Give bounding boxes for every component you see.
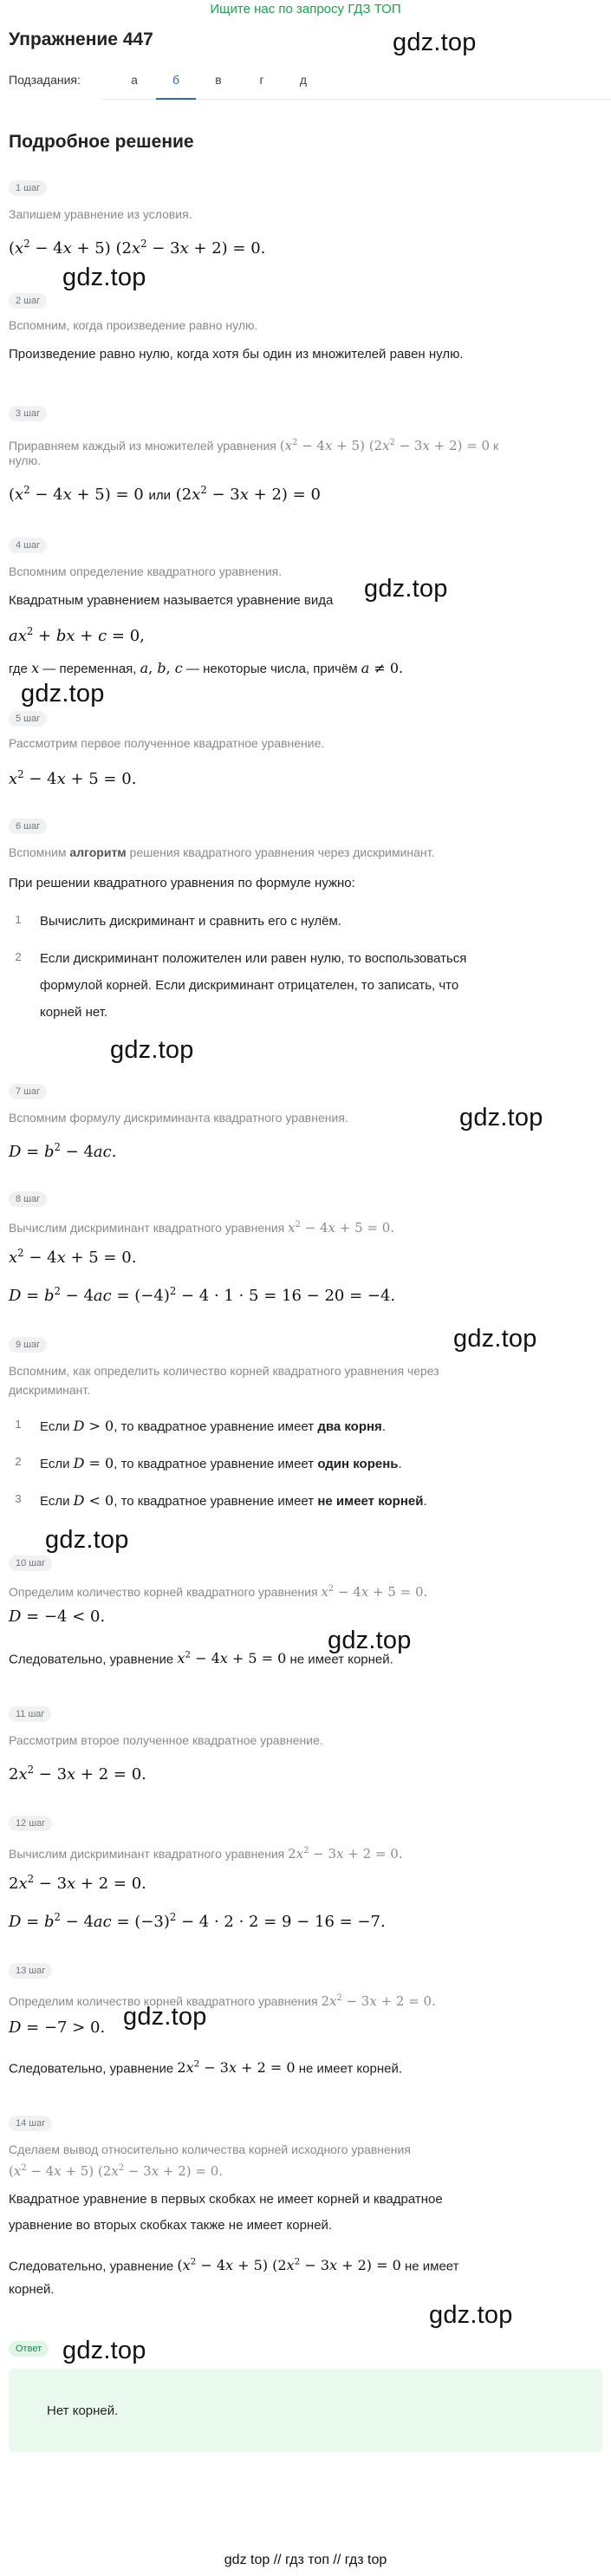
step-hint <box>9 843 434 862</box>
list-number: 3 <box>15 1492 22 1505</box>
inline-equation: $(x^2 - 4x + 5) (2x^2 - 3x + 2) = 0$. <box>9 2163 224 2179</box>
hint-text: Вычислим дискриминант квадратного уравнения <box>9 1221 285 1235</box>
step-hint <box>9 1578 427 1603</box>
page-title: Упражнение 447 <box>9 29 153 49</box>
list-number: 2 <box>15 950 22 963</box>
step-hint: Сделаем вывод относительно количества корней исходного уравнения <box>9 2142 411 2156</box>
inline-equation: $(x^2 - 4x + 5) (2x^2 - 3x + 2) = 0$ <box>279 438 491 453</box>
equation: $(x^2 - 4x + 5) = 0$ или $(2x^2 - 3x + 2) = 0$ <box>9 484 321 504</box>
then-text: , то квадратное уравнение имеет <box>114 1419 315 1434</box>
step-badge: 5 шаг <box>9 711 47 727</box>
equation: $D = b^2 - 4ac = (-3)^2 - 4 \cdot 2 \cdot 2 = 9 - 16 = -7$. <box>9 1911 386 1931</box>
step-hint <box>9 1840 403 1865</box>
watermark: gdz.top <box>62 2337 146 2364</box>
final-conclusion <box>9 2251 459 2277</box>
list-number: 1 <box>15 1418 22 1431</box>
hint-text: Приравняем каждый из множителей уравнения <box>9 439 276 453</box>
tab-g[interactable]: г <box>259 73 264 87</box>
conclusion-text: не имеет корней. <box>298 2061 402 2077</box>
watermark: gdz.top <box>453 1325 537 1353</box>
step-badge: 4 шаг <box>9 538 47 553</box>
step-badge: 1 шаг <box>9 180 47 196</box>
watermark: gdz.top <box>364 575 448 603</box>
step-badge: 9 шаг <box>9 1337 47 1353</box>
tab-d[interactable]: д <box>299 73 308 87</box>
hint-text: Вспомним <box>9 845 67 859</box>
a-nonzero: a ≠ 0. <box>361 660 404 676</box>
equation: $(x^2 - 4x + 5) (2x^2 - 3x + 2) = 0$. <box>9 238 266 258</box>
footer-watermark: gdz top // гдз топ // гдз top <box>224 2553 387 2567</box>
step-badge: 13 шаг <box>9 1963 52 1979</box>
step-hint: Вспомним определение квадратного уравнения. <box>9 564 283 578</box>
step-hint: Рассмотрим второе полученное квадратное уравнение. <box>9 1733 323 1747</box>
top-banner[interactable]: Ищите нас по запросу ГДЗ ТОП <box>210 2 401 16</box>
conclusion-text: Следовательно, уравнение <box>9 2259 174 2274</box>
step-hint: Рассмотрим первое полученное квадратное уравнение. <box>9 736 325 750</box>
equation: $D = b^2 - 4ac$. <box>9 1141 117 1161</box>
list-number: 2 <box>15 1455 22 1468</box>
list-item: Если D = 0, то квадратное уравнение имеет один корень. <box>40 1455 402 1471</box>
if-word: Если <box>40 1457 70 1471</box>
equation: $2x^2 - 3x + 2 = 0$. <box>9 1873 146 1893</box>
inline-equation: $x^2 - 4x + 5 = 0$ <box>177 1650 287 1667</box>
inline-equation: $x^2 - 4x + 5 = 0$. <box>288 1220 395 1236</box>
conclusion-text: Следовательно, уравнение <box>9 2061 174 2077</box>
watermark: gdz.top <box>123 2003 207 2031</box>
step-badge: 14 шаг <box>9 2116 52 2131</box>
step-badge: 8 шаг <box>9 1191 47 1207</box>
watermark: gdz.top <box>45 1526 129 1554</box>
or-word: или <box>148 488 171 503</box>
step-hint <box>9 432 498 457</box>
watermark: gdz.top <box>429 2301 513 2329</box>
equation: $D = b^2 - 4ac = (-4)^2 - 4 \cdot 1 \cdot 5 = 16 - 20 = -4$. <box>9 1285 396 1305</box>
watermark: gdz.top <box>110 1036 194 1064</box>
step-hint <box>9 1214 394 1239</box>
hint-text: к <box>492 439 499 453</box>
if-word: Если <box>40 1419 70 1434</box>
inline-equation: $2x^2 - 3x + 2 = 0$. <box>288 1846 403 1862</box>
step-badge: 2 шаг <box>9 293 47 309</box>
list-item-cont: формулой корней. Если дискриминант отрицателен, то записать, что <box>40 978 459 993</box>
conclusion-text: не имеет корней. <box>289 1652 393 1667</box>
equation: $x^2 - 4x + 5 = 0$. <box>9 1247 137 1267</box>
hint-text: Определим количество корней квадратного уравнения <box>9 1994 318 2008</box>
definition-where <box>9 657 403 680</box>
step-badge: 12 шаг <box>9 1816 52 1831</box>
result: два корня <box>317 1419 382 1434</box>
conclusion-text: не имеет <box>404 2259 459 2274</box>
step-badge: 10 шаг <box>9 1555 52 1571</box>
tab-b[interactable]: б <box>172 73 180 87</box>
then-text: , то квадратное уравнение имеет <box>114 1457 315 1471</box>
step-badge: 7 шаг <box>9 1084 47 1099</box>
tab-v[interactable]: в <box>215 73 222 87</box>
then-text: , то квадратное уравнение имеет <box>114 1494 315 1509</box>
watermark: gdz.top <box>393 29 477 56</box>
hint-text: Вычислим дискриминант квадратного уравнения <box>9 1847 285 1861</box>
conclusion <box>9 2053 402 2079</box>
section-title: Подробное решение <box>9 132 194 152</box>
answer-box <box>9 2369 602 2452</box>
equation: D = −7 > 0. <box>9 2018 106 2037</box>
list-item: Если дискриминант положителен или равен нулю, то воспользоваться <box>40 951 467 966</box>
step-hint: Вспомним формулу дискриминанта квадратного уравнения. <box>9 1111 348 1125</box>
list-item: Если D > 0, то квадратное уравнение имеет два корня. <box>40 1418 386 1434</box>
condition: D = 0 <box>73 1455 114 1471</box>
list-item-cont: корней нет. <box>40 1005 108 1020</box>
hint-bold: алгоритм <box>69 845 127 859</box>
inline-equation: $2x^2 - 3x + 2 = 0$ <box>177 2059 296 2077</box>
subtasks-label: Подзадания: <box>9 73 81 87</box>
watermark: gdz.top <box>328 1627 412 1654</box>
where-text: — некоторые числа, причём <box>185 662 358 676</box>
step-badge: 3 шаг <box>9 406 47 421</box>
step-hint <box>9 1987 436 2012</box>
definition-text: Квадратным уравнением называется уравнение вида <box>9 593 334 608</box>
equation: D = −4 < 0. <box>9 1608 106 1626</box>
watermark: gdz.top <box>459 1104 543 1131</box>
tab-a[interactable]: а <box>131 73 138 87</box>
step-hint: Вспомним, как определить количество корней квадратного уравнения через <box>9 1364 439 1378</box>
where-text: — переменная, <box>42 662 137 676</box>
condition: D < 0 <box>73 1492 114 1509</box>
step-badge: 6 шаг <box>9 818 47 834</box>
if-word: Если <box>40 1494 70 1509</box>
equation: $x^2 - 4x + 5 = 0$. <box>9 768 137 788</box>
inline-equation: $2x^2 - 3x + 2 = 0$. <box>321 1993 436 2009</box>
where-text: где <box>9 662 28 676</box>
inline-equation: $(x^2 - 4x + 5) (2x^2 - 3x + 2) = 0$ <box>177 2257 401 2274</box>
step-hint: Вспомним, когда произведение равно нулю. <box>9 318 258 332</box>
result: один корень <box>317 1457 399 1471</box>
rule-text: Произведение равно нулю, когда хотя бы один из множителей равен нулю. <box>9 347 464 362</box>
inline-equation: $x^2 - 4x + 5 = 0$. <box>321 1584 428 1600</box>
list-number: 1 <box>15 913 22 926</box>
equation: $ax^2$ + bx + c = 0, <box>9 625 145 645</box>
list-item: Вычислить дискриминант и сравнить его с нулём. <box>40 914 341 929</box>
condition: D > 0 <box>73 1418 114 1434</box>
step-hint: дискриминант. <box>9 1383 91 1397</box>
step-badge: 11 шаг <box>9 1706 51 1722</box>
watermark: gdz.top <box>62 264 146 291</box>
summary-text: Квадратное уравнение в первых скобках не имеет корней и квадратное <box>9 2192 443 2207</box>
final-conclusion-cont: корней. <box>9 2282 55 2297</box>
hint-text: решения квадратного уравнения через дискриминант. <box>129 845 435 859</box>
step-hint: Запишем уравнение из условия. <box>9 207 192 221</box>
equation: $2x^2 - 3x + 2 = 0$. <box>9 1764 146 1784</box>
vars-abc: a, b, c <box>140 660 183 676</box>
hint-text: Определим количество корней квадратного уравнения <box>9 1585 318 1599</box>
step-hint-line2: нулю. <box>9 453 41 467</box>
answer-text: Нет корней. <box>47 2403 119 2418</box>
answer-badge: Ответ <box>9 2341 49 2357</box>
result: не имеет корней <box>317 1494 424 1509</box>
active-tab-indicator <box>156 98 196 100</box>
list-item: Если D < 0, то квадратное уравнение имеет не имеет корней. <box>40 1492 427 1509</box>
summary-text: уравнение во вторых скобках также не имеет корней. <box>9 2218 333 2233</box>
conclusion-text: Следовательно, уравнение <box>9 1652 174 1667</box>
intro-text: При решении квадратного уравнения по формуле нужно: <box>9 876 355 890</box>
watermark: gdz.top <box>21 680 105 708</box>
var-x: x <box>31 660 40 676</box>
